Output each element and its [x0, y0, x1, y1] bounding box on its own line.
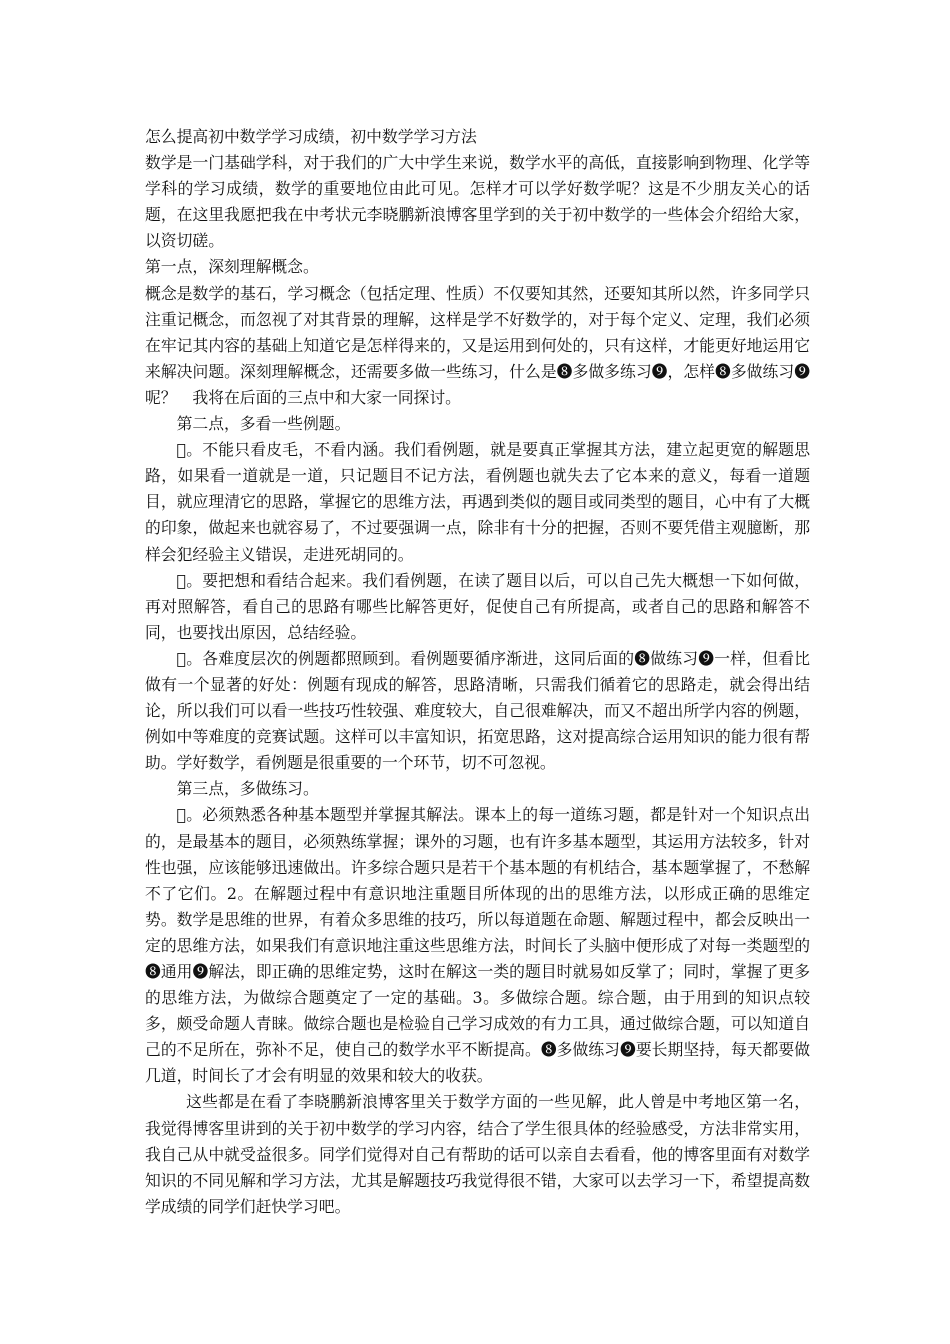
section-heading-2: 第二点，多看一些例题。 — [176, 414, 351, 434]
closing-paragraph: 这些都是在看了李晓鹏新浪博客里关于数学方面的一些见解，此人曾是中考地区第一名，我觉得博客里讲到的关于初中数学的学习内容，结合了学生很具体的经验感受，方法非常实用，我自己从中就受益很多。同学们觉得对自己有帮助的话可以亲自去看看，他的博客里面有对数学知识的不同见解和学习方法，尤其是解题技巧我觉得很不错，大家可以去学习一下，希望提高数学成绩的同学们赶快学习吧。 — [145, 1092, 810, 1216]
paragraph-concepts: 概念是数学的基石，学习概念（包括定理、性质）不仅要知其然，还要知其所以然，许多同学只注重记概念，而忽视了对其背景的理解，这样是学不好数学的，对于每个定义、定理，我们必须在牢记其内容的基础上知道它是怎样得来的，又是运用到何处的，只有这样，才能更好地运用它来解决问题。深刻理解概念，还需要多做一些练习，什么是❽多做多练习❾，怎样❽多做练习❾呢？ 我将在后面的三点中和大家一同探讨。 — [145, 283, 810, 407]
examples-point-1: 󰀀。不能只看皮毛，不看内涵。我们看例题，就是要真正掌握其方法，建立起更宽的解题思路，如果看一道就是一道，只记题目不记方法，看例题也就失去了它本来的意义，每看一道题目，就应理清它的思路，掌握它的思维方法，再遇到类似的题目或同类型的题目，心中有了大概的印象，做起来也就容易了，不过要强调一点，除非有十分的把握，否则不要凭借主观臆断，那样会犯经验主义错误，走进死胡同的。 — [145, 440, 810, 564]
document-title: 怎么提高初中数学学习成绩，初中数学学习方法 — [145, 127, 477, 146]
document-page — [145, 124, 810, 1220]
intro-paragraph: 数学是一门基础学科，对于我们的广大中学生来说，数学水平的高低，直接影响到物理、化学等学科的学习成绩，数学的重要地位由此可见。怎样才可以学好数学呢？这是不少朋友关心的话题，在这里我愿把我在中考状元李晓鹏新浪博客里学到的关于初中数学的一些体会介绍给大家，以资切磋。 — [145, 153, 810, 251]
examples-point-2: 󰀀。要把想和看结合起来。我们看例题，在读了题目以后，可以自己先大概想一下如何做，再对照解答，看自己的思路有哪些比解答更好，促使自己有所提高，或者自己的思路和解答不同，也要找出原因，总结经验。 — [145, 570, 810, 642]
section-heading-1: 第一点，深刻理解概念。 — [145, 257, 319, 277]
section-heading-3: 第三点，多做练习。 — [176, 779, 319, 799]
examples-point-3: 󰀀。各难度层次的例题都照顾到。看例题要循序渐进，这同后面的❽做练习❾一样，但看比做有一个显著的好处：例题有现成的解答，思路清晰，只需我们循着它的思路走，就会得出结论，所以我们可以看一些技巧性较强、难度较大，自己很难解决，而又不超出所学内容的例题，例如中等难度的竞赛试题。这样可以丰富知识，拓宽思路，这对提高综合运用知识的能力很有帮助。学好数学，看例题是很重要的一个环节，切不可忽视。 — [145, 648, 810, 773]
practice-paragraph: 󰀀。必须熟悉各种基本题型并掌握其解法。课本上的每一道练习题，都是针对一个知识点出的，是最基本的题目，必须熟练掌握；课外的习题，也有许多基本题型，其运用方法较多，针对性也强，应该能够迅速做出。许多综合题只是若干个基本题的有机结合，基本题掌握了，不愁解不了它们。2。在解题过程中有意识地注重题目所体现的出的思维方法，以形成正确的思维定势。数学是思维的世界，有着众多思维的技巧，所以每道题在命题、解题过程中，都会反映出一定的思维方法，如果我们有意识地注重这些思维方法，时间长了头脑中便形成了对每一类题型的❽通用❾解法，即正确的思维定势，这时在解这一类的题目时就易如反掌了；同时，掌握了更多的思维方法，为做综合题奠定了一定的基础。3。多做综合题。综合题，由于用到的知识点较多，颇受命题人青睐。做综合题也是检验自己学习成效的有力工具，通过做综合题，可以知道自己的不足所在，弥补不足，使自己的数学水平不断提高。❽多做练习❾要长期坚持，每天都要做几道，时间长了才会有明显的效果和较大的收获。 — [145, 805, 810, 1086]
